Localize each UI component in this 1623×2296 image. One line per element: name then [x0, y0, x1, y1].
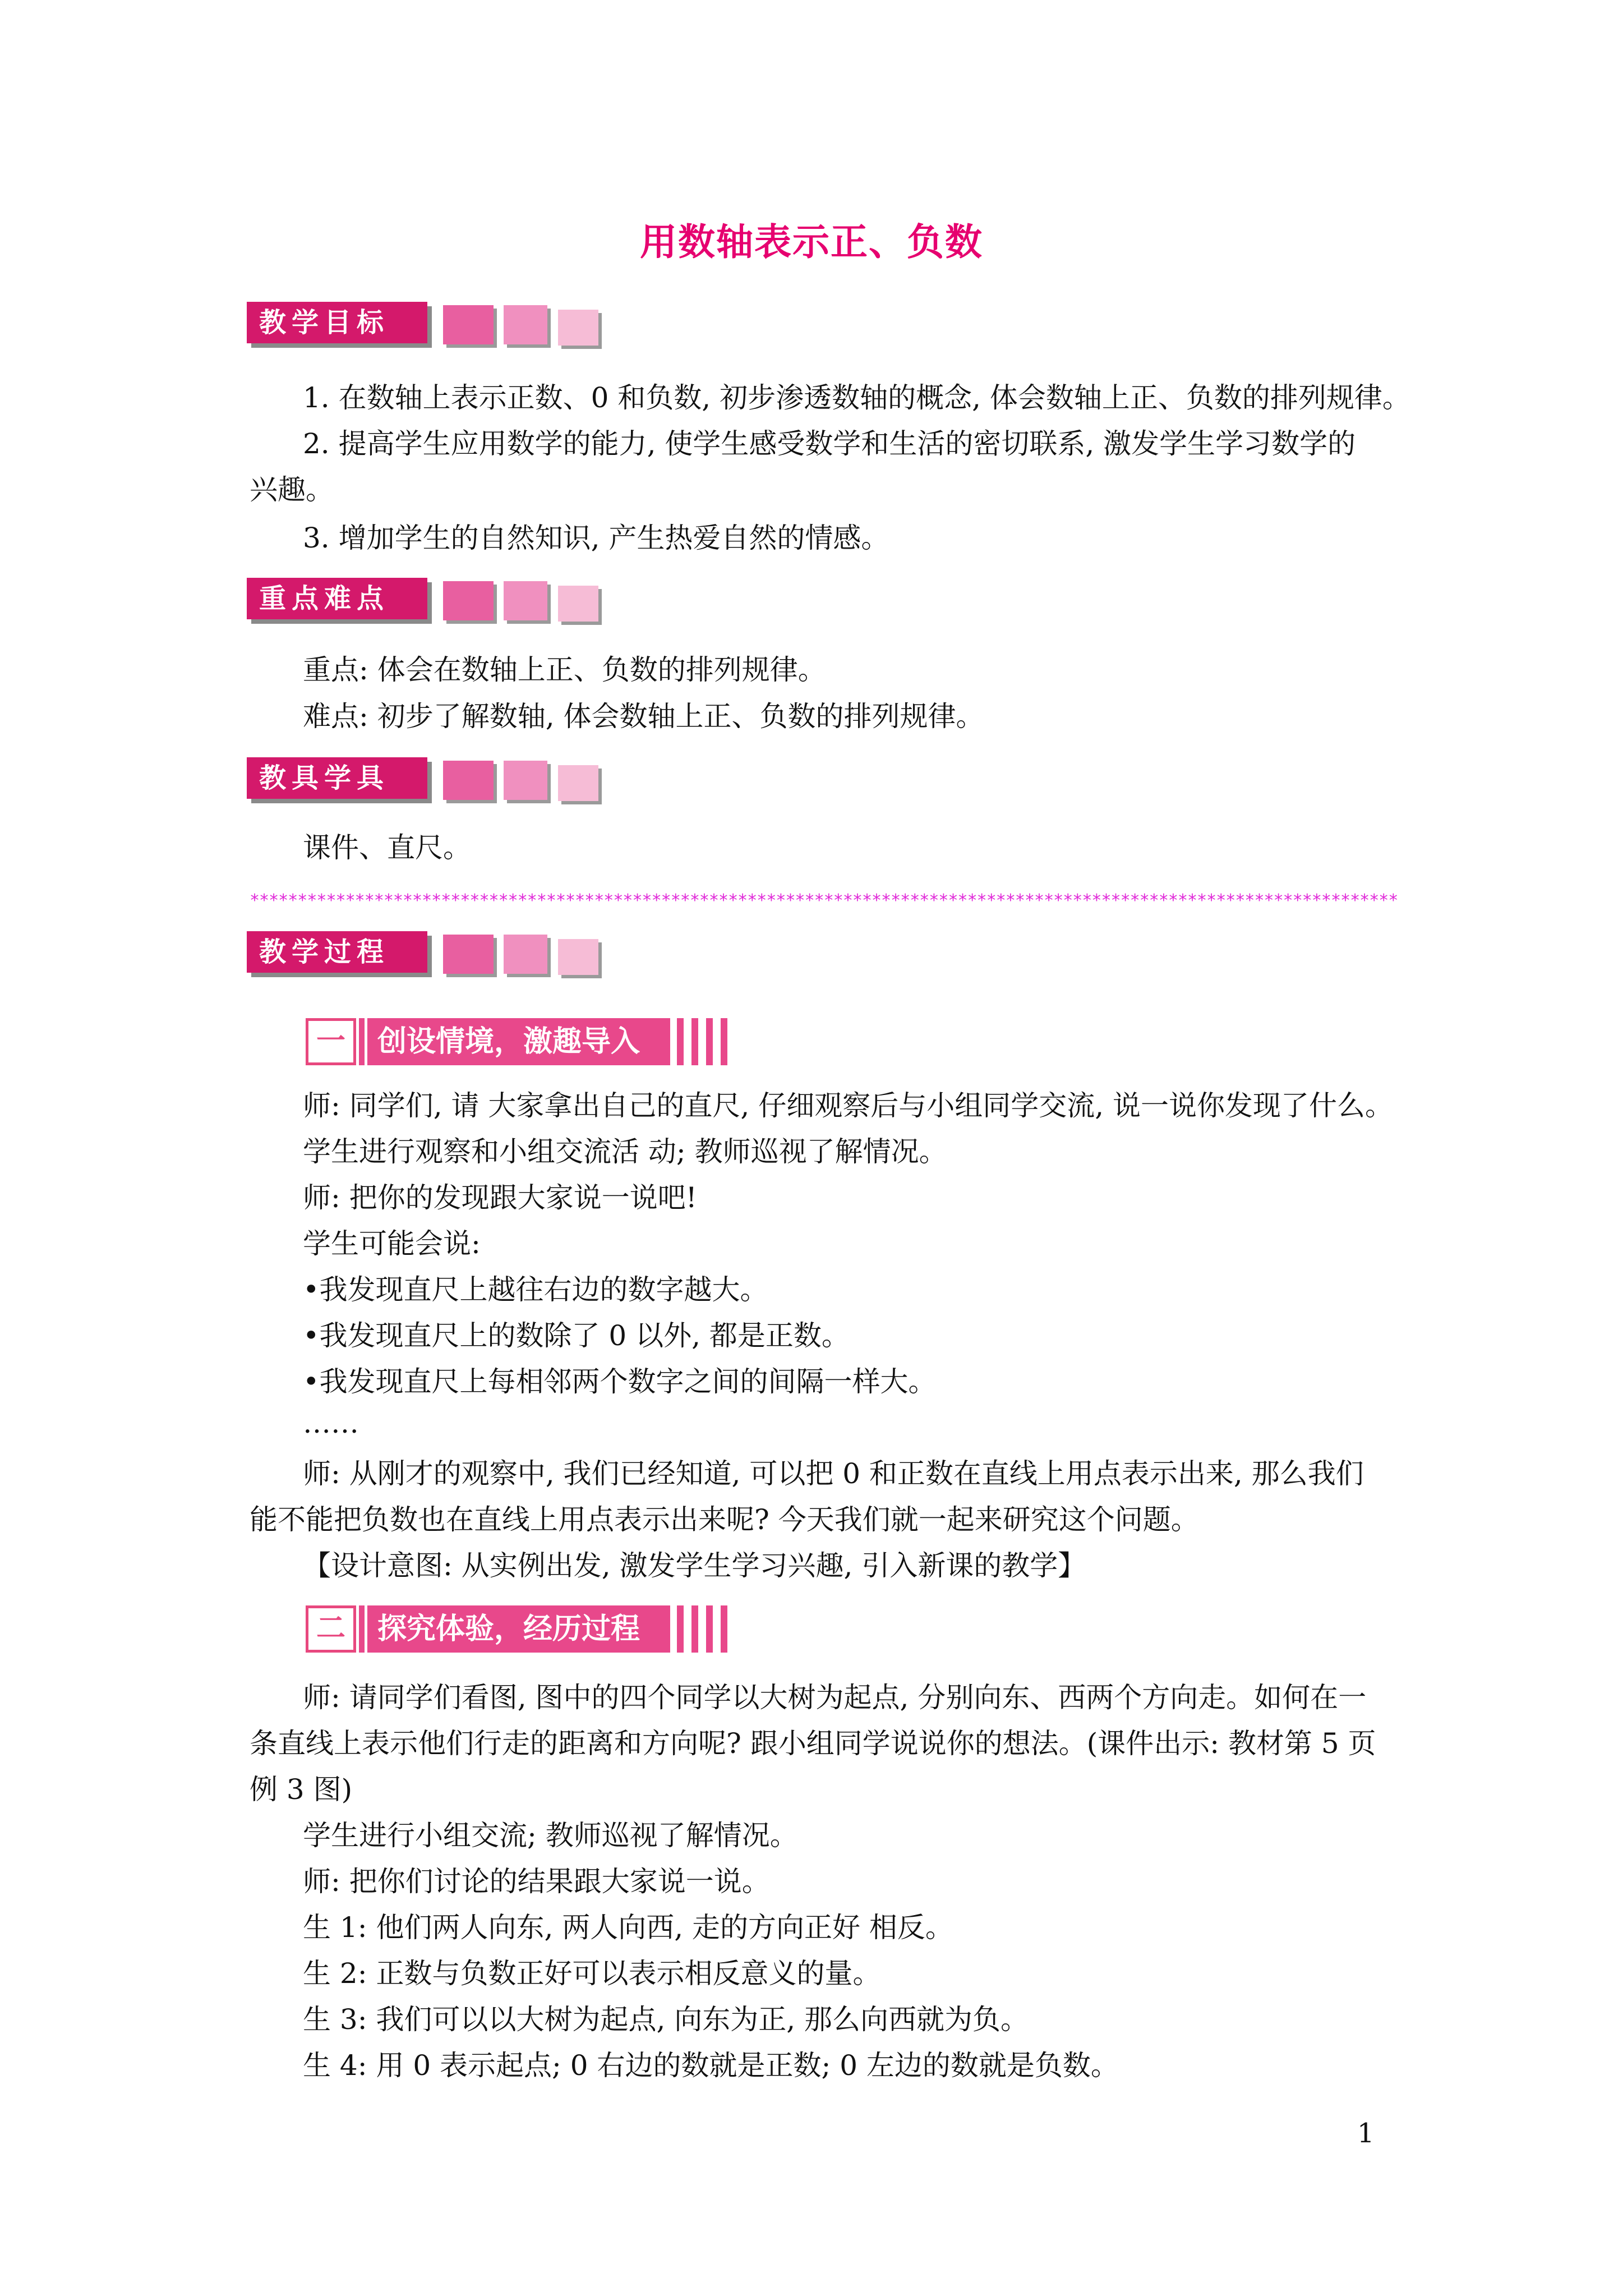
paragraph: 师: 请同学们看图, 图中的四个同学以大树为起点, 分别向东、西两个方向走。如何在一	[303, 1681, 1367, 1714]
paragraph: 学生可能会说:	[303, 1227, 481, 1260]
decor-square	[443, 305, 494, 344]
paragraph: 生 2: 正数与负数正好可以表示相反意义的量。	[303, 1957, 881, 1990]
decor-square	[443, 935, 494, 974]
subsection-number: 二	[306, 1605, 356, 1653]
decor-square	[504, 935, 547, 974]
goal-line: 兴趣。	[250, 473, 334, 506]
decor-square	[504, 305, 547, 344]
decor-square	[504, 581, 547, 620]
section-label: 教学过程	[247, 931, 427, 973]
decor-square	[558, 586, 598, 622]
paragraph: 例 3 图)	[250, 1773, 353, 1806]
decor-stripes	[677, 1605, 733, 1653]
paragraph: 师: 从刚才的观察中, 我们已经知道, 可以把 0 和正数在直线上用点表示出来, 那么我们	[303, 1457, 1364, 1490]
key-point-line: 难点: 初步了解数轴, 体会数轴上正、负数的排列规律。	[303, 700, 984, 733]
paragraph: 学生进行小组交流; 教师巡视了解情况。	[303, 1819, 798, 1852]
star-divider: ************************************************************************************************************************	[250, 893, 1398, 909]
decor-square	[443, 581, 494, 620]
page-title: 用数轴表示正、负数	[640, 220, 983, 264]
paragraph: 师: 把你们讨论的结果跟大家说一说。	[303, 1865, 770, 1898]
list-item: •我发现直尺上的数除了 0 以外, 都是正数。	[303, 1319, 850, 1352]
goal-line: 1. 在数轴上表示正数、0 和负数, 初步渗透数轴的概念, 体会数轴上正、负数的排列规律。	[303, 381, 1410, 414]
decor-square	[443, 761, 494, 800]
section-label: 重点难点	[247, 578, 427, 619]
goal-line: 3. 增加学生的自然知识, 产生热爱自然的情感。	[303, 522, 889, 554]
section-label: 教具学具	[247, 757, 427, 799]
decor-square	[558, 939, 598, 975]
section-label: 教学目标	[247, 302, 427, 343]
decor-bar	[359, 1018, 365, 1065]
page-number: 1	[1357, 2118, 1375, 2149]
decor-square	[558, 765, 598, 801]
paragraph: 生 3: 我们可以以大树为起点, 向东为正, 那么向西就为负。	[303, 2003, 1029, 2036]
paragraph: 生 4: 用 0 表示起点; 0 右边的数就是正数; 0 左边的数就是负数。	[303, 2049, 1119, 2082]
tools-text: 课件、直尺。	[303, 831, 471, 864]
decor-bar	[359, 1605, 365, 1653]
design-intent: 【设计意图: 从实例出发, 激发学生学习兴趣, 引入新课的教学】	[303, 1549, 1086, 1582]
list-item: •我发现直尺上越往右边的数字越大。	[303, 1273, 768, 1306]
paragraph: 能不能把负数也在直线上用点表示出来呢? 今天我们就一起来研究这个问题。	[250, 1503, 1199, 1536]
ellipsis: ……	[303, 1407, 359, 1439]
subsection-title: 探究体验，经历过程	[367, 1605, 670, 1653]
paragraph: 条直线上表示他们行走的距离和方向呢? 跟小组同学说说你的想法。(课件出示: 教材第 5 页	[250, 1727, 1376, 1760]
goal-line: 2. 提高学生应用数学的能力, 使学生感受数学和生活的密切联系, 激发学生学习数学的	[303, 427, 1356, 460]
paragraph: 生 1: 他们两人向东, 两人向西, 走的方向正好 相反。	[303, 1911, 953, 1944]
decor-stripes	[677, 1018, 733, 1065]
subsection-title: 创设情境，激趣导入	[367, 1018, 670, 1065]
decor-square	[504, 761, 547, 800]
decor-square	[558, 310, 598, 346]
paragraph: 师: 把你的发现跟大家说一说吧!	[303, 1181, 697, 1214]
key-point-line: 重点: 体会在数轴上正、负数的排列规律。	[303, 654, 826, 686]
subsection-number: 一	[306, 1018, 356, 1065]
list-item: •我发现直尺上每相邻两个数字之间的间隔一样大。	[303, 1365, 937, 1398]
paragraph: 学生进行观察和小组交流活 动; 教师巡视了解情况。	[303, 1135, 947, 1168]
paragraph: 师: 同学们, 请 大家拿出自己的直尺, 仔细观察后与小组同学交流, 说一说你发现了什么。	[303, 1089, 1393, 1122]
